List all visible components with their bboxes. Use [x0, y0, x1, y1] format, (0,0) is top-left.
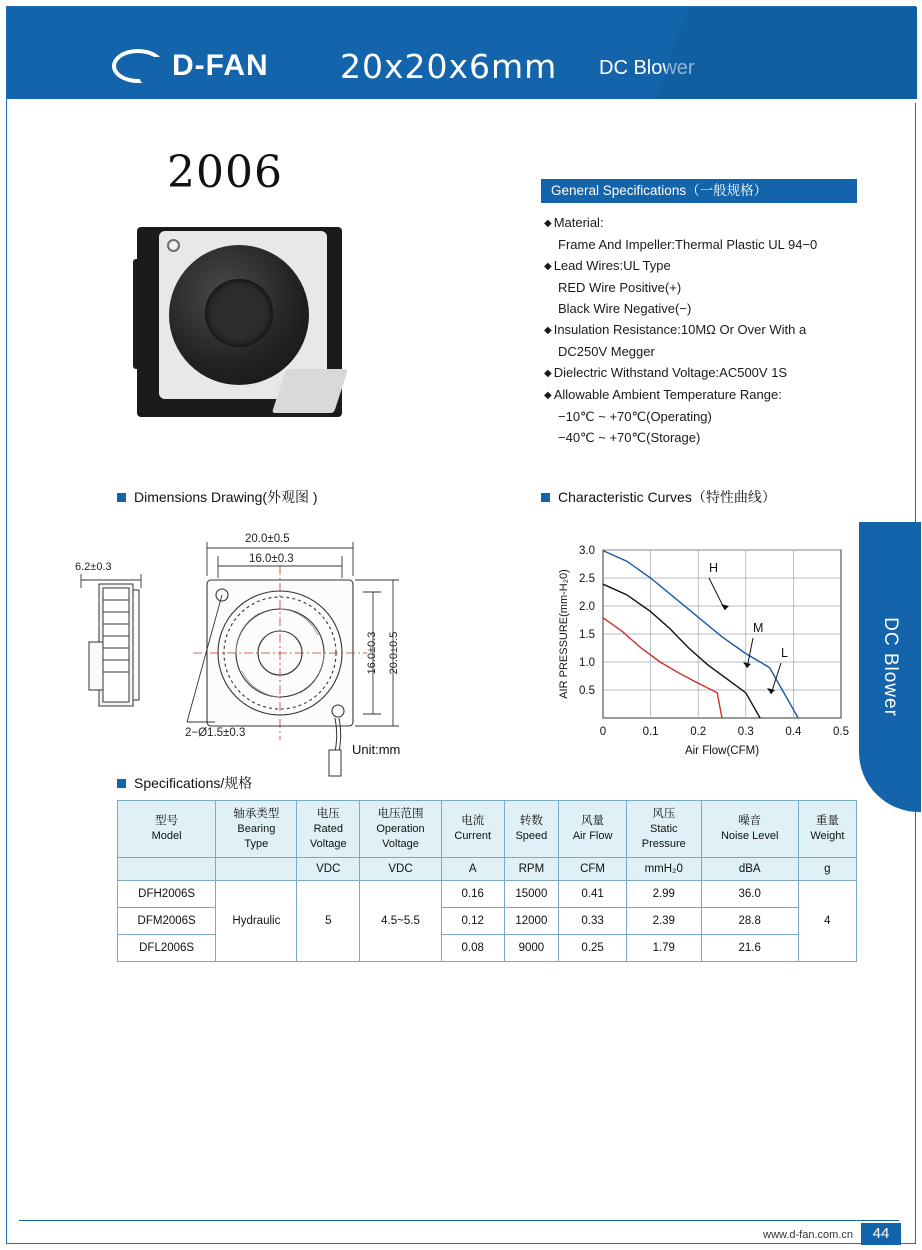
diamond-bullet-icon: ◆	[544, 390, 552, 401]
general-spec-text: DC250V Megger	[558, 344, 655, 359]
mounting-hole	[167, 239, 180, 252]
general-spec-text: Insulation Resistance:10MΩ Or Over With a	[553, 322, 807, 337]
column-header-en: Speed	[515, 830, 548, 842]
column-header-en: Noise Level	[720, 830, 779, 842]
general-spec-line	[544, 212, 894, 234]
chart-x-tick: 0.3	[737, 726, 754, 738]
table-cell-weight: 4	[798, 881, 856, 962]
table-header	[118, 801, 857, 881]
general-spec-line	[544, 319, 894, 341]
column-header-en: Rated Voltage	[309, 822, 347, 850]
table-unit-cell: A	[441, 858, 504, 881]
brand-name: D-FAN	[172, 49, 269, 82]
column-header-en: Model	[151, 830, 182, 842]
general-spec-text: RED Wire Positive(+)	[558, 280, 682, 295]
chart-y-label: AIR PRESSURE(mm-H₂0)	[558, 569, 570, 699]
table-unit-cell: mmH₂0	[626, 858, 701, 881]
column-header-cn: 型号	[155, 815, 179, 827]
chart-label-L: L	[781, 646, 788, 660]
dimensions-drawing	[67, 522, 487, 782]
dim-inner-width: 16.0±0.3	[249, 553, 294, 565]
column-header-cn: 电流	[461, 815, 485, 827]
dimensions-unit: Unit:mm	[352, 742, 401, 757]
fan-side-notch	[133, 259, 157, 369]
column-header-en: Weight	[810, 830, 845, 842]
column-header-en: Static Pressure	[641, 822, 686, 850]
side-tab-label: DC Blower	[880, 617, 901, 717]
dim-hole-note: 2−Ø1.5±0.3	[185, 727, 246, 739]
chart-y-tick: 2.0	[579, 601, 595, 613]
section-square-icon	[117, 493, 126, 502]
dimensions-section-title	[117, 487, 318, 507]
characteristic-curve-chart	[541, 522, 871, 772]
table-cell-rated: 5	[297, 881, 360, 962]
table-cell-model: DFM2006S	[118, 908, 216, 935]
general-spec-text: Dielectric Withstand Voltage:AC500V 1S	[553, 365, 788, 380]
general-spec-text: Lead Wires:UL Type	[553, 258, 671, 273]
specifications-section-label: Specifications/规格	[134, 775, 253, 791]
chart-x-tick: 0	[599, 726, 607, 738]
general-spec-line	[544, 255, 894, 277]
table-cell-operation: 4.5~5.5	[360, 881, 442, 962]
table-cell-pressure: 2.99	[626, 881, 701, 908]
column-header-cn: 风压	[652, 807, 676, 820]
table-unit-row	[118, 858, 857, 881]
general-spec-text: Allowable Ambient Temperature Range:	[553, 387, 782, 402]
chart-x-tick: 0.2	[690, 726, 707, 738]
general-spec-line	[544, 277, 894, 298]
table-body	[118, 881, 857, 962]
table-column-header	[701, 801, 798, 858]
general-specs-list	[544, 212, 894, 448]
dim-inner-height: 16.0±0.3	[366, 631, 378, 675]
table-cell-model: DFL2006S	[118, 935, 216, 962]
chart-label-H: H	[709, 561, 719, 575]
curves-section-title	[541, 487, 776, 507]
column-header-cn: 风量	[581, 815, 605, 827]
model-number: 2006	[167, 147, 283, 198]
product-type: DC Blower	[599, 57, 695, 79]
footer-divider	[19, 1220, 899, 1221]
diamond-bullet-icon: ◆	[544, 261, 552, 272]
general-specs-title-bar	[541, 179, 857, 203]
page-header	[7, 7, 917, 99]
chart-label-M: M	[753, 621, 764, 635]
diamond-bullet-icon: ◆	[544, 218, 552, 229]
table-column-header	[626, 801, 701, 858]
diamond-bullet-icon: ◆	[544, 325, 552, 336]
general-spec-text: Frame And Impeller:Thermal Plastic UL 94−0	[558, 237, 818, 252]
table-column-header	[559, 801, 627, 858]
table-cell-model: DFH2006S	[118, 881, 216, 908]
product-size: 20x20x6mm	[340, 47, 558, 86]
table-cell-current: 0.16	[441, 881, 504, 908]
footer-url: www.d-fan.com.cn	[763, 1229, 853, 1241]
chart-y-tick: 1.0	[579, 657, 595, 669]
column-header-en: Operation Voltage	[376, 822, 425, 850]
column-header-cn: 转数	[519, 815, 543, 827]
column-header-en: Current	[454, 830, 492, 842]
table-cell-noise: 21.6	[701, 935, 798, 962]
table-unit-cell	[216, 858, 297, 881]
dim-side-width: 6.2±0.3	[75, 561, 112, 573]
chart-y-tick: 2.5	[579, 573, 595, 585]
header-divider	[7, 99, 917, 103]
chart-y-tick: 1.5	[579, 629, 595, 641]
chart-x-tick: 0.4	[785, 726, 802, 738]
specifications-table	[117, 800, 857, 962]
table-header-row	[118, 801, 857, 858]
fan-impeller	[169, 245, 309, 385]
column-header-cn: 噪音	[738, 815, 762, 827]
table-unit-cell: g	[798, 858, 856, 881]
table-column-header	[798, 801, 856, 858]
curves-section-label: Characteristic Curves（特性曲线）	[558, 489, 776, 505]
chart-x-tick: 0.5	[833, 726, 849, 738]
general-spec-line	[544, 341, 894, 362]
table-cell-speed: 15000	[504, 881, 559, 908]
table-unit-cell: CFM	[559, 858, 627, 881]
chart-y-tick: 0.5	[579, 685, 595, 697]
table-cell-pressure: 1.79	[626, 935, 701, 962]
table-cell-noise: 36.0	[701, 881, 798, 908]
general-spec-line	[544, 234, 894, 255]
general-spec-line	[544, 384, 894, 406]
table-column-header	[441, 801, 504, 858]
column-header-cn: 电压范围	[377, 807, 424, 820]
fan-hub	[205, 279, 273, 347]
general-spec-line	[544, 298, 894, 319]
table-unit-cell: dBA	[701, 858, 798, 881]
page-number: 44	[861, 1223, 901, 1245]
table-unit-cell	[118, 858, 216, 881]
general-spec-text: Material:	[553, 215, 604, 230]
column-header-en: Air Flow	[572, 830, 613, 842]
product-photo	[129, 219, 359, 434]
table-column-header	[216, 801, 297, 858]
table-cell-current: 0.12	[441, 908, 504, 935]
column-header-cn: 轴承类型	[233, 807, 280, 820]
table-cell-speed: 9000	[504, 935, 559, 962]
table-unit-cell: VDC	[360, 858, 442, 881]
general-spec-line	[544, 427, 894, 448]
diamond-bullet-icon: ◆	[544, 368, 552, 379]
section-square-icon	[541, 493, 550, 502]
fan-ellipse-icon	[112, 49, 164, 83]
table-cell-current: 0.08	[441, 935, 504, 962]
general-spec-text: −10℃ ~ +70℃(Operating)	[558, 409, 712, 424]
general-specs-title: General Specifications（一般规格）	[551, 183, 768, 198]
table-unit-cell: RPM	[504, 858, 559, 881]
general-spec-line	[544, 362, 894, 384]
general-spec-text: Black Wire Negative(−)	[558, 301, 692, 316]
table-column-header	[118, 801, 216, 858]
table-cell-pressure: 2.39	[626, 908, 701, 935]
chart-y-tick: 3.0	[579, 545, 595, 557]
chart-x-tick: 0.1	[642, 726, 659, 738]
table-row	[118, 881, 857, 908]
column-header-cn: 电压	[316, 807, 340, 820]
table-column-header	[360, 801, 442, 858]
table-cell-airflow: 0.33	[559, 908, 627, 935]
table-unit-cell: VDC	[297, 858, 360, 881]
table-cell-airflow: 0.25	[559, 935, 627, 962]
dim-overall-height: 20.0±0.5	[388, 631, 400, 675]
table-cell-noise: 28.8	[701, 908, 798, 935]
column-header-cn: 重量	[815, 815, 839, 827]
general-spec-line	[544, 406, 894, 427]
table-cell-speed: 12000	[504, 908, 559, 935]
general-spec-text: −40℃ ~ +70℃(Storage)	[558, 430, 701, 445]
column-header-en: Bearing Type	[237, 822, 276, 850]
dimensions-section-label: Dimensions Drawing(外观图 )	[134, 489, 318, 505]
table-cell-airflow: 0.41	[559, 881, 627, 908]
brand-logo	[112, 49, 269, 83]
table-cell-bearing: Hydraulic	[216, 881, 297, 962]
page	[6, 6, 916, 1244]
dim-overall-width: 20.0±0.5	[245, 533, 290, 545]
table-column-header	[297, 801, 360, 858]
chart-x-label: Air Flow(CFM)	[684, 745, 760, 757]
table-column-header	[504, 801, 559, 858]
